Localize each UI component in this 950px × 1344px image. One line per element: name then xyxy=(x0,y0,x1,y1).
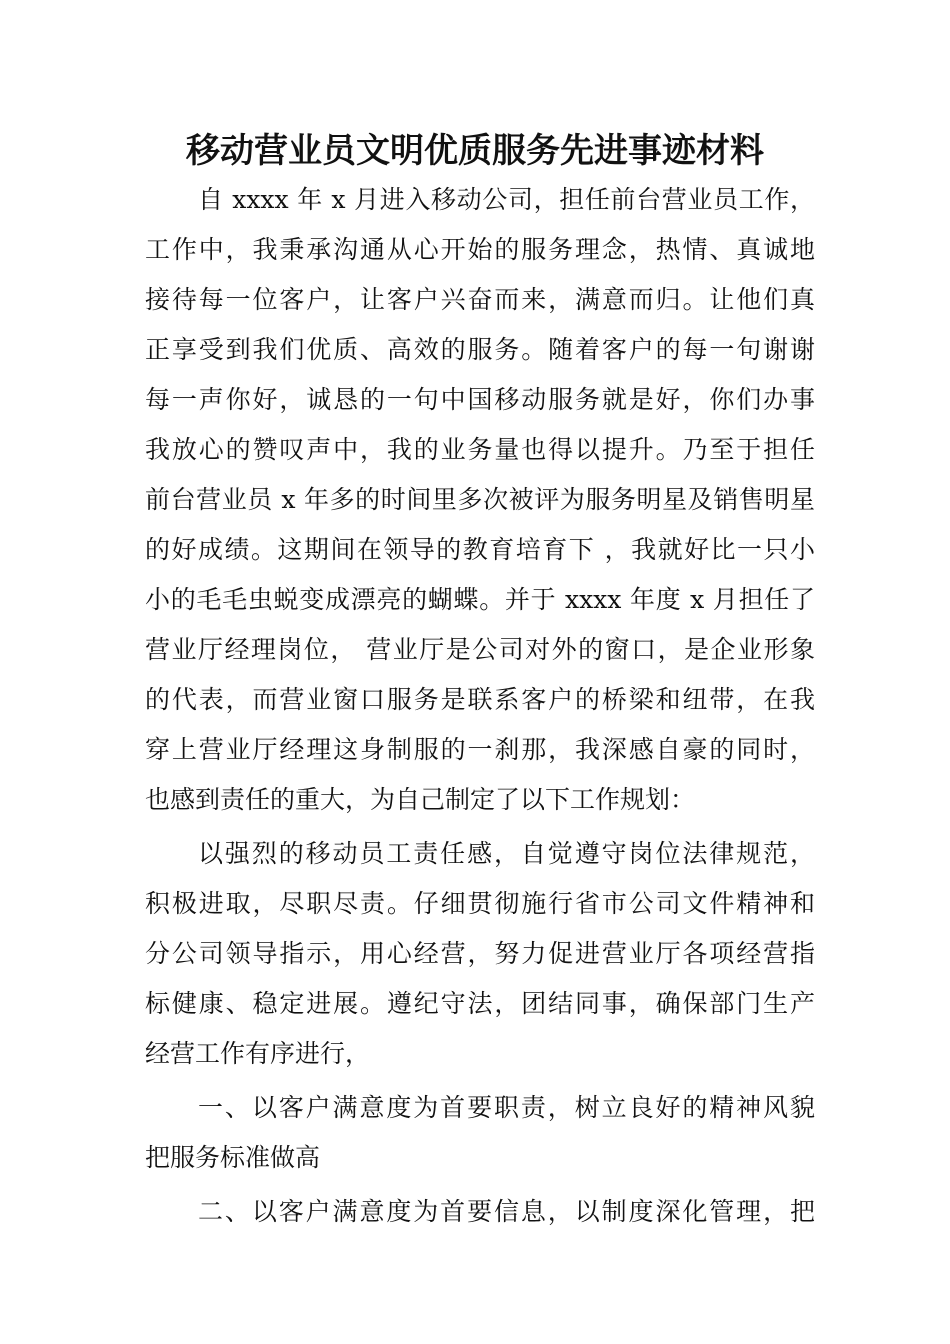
text-line: 分公司领导指示，用心经营，努力促进营业厅各项经营指 xyxy=(145,939,815,968)
text-line: 正享受到我们优质、高效的服务。随着客户的每一句谢谢 xyxy=(145,335,815,364)
text-line: 积极进取，尽职尽责。仔细贯彻施行省市公司文件精神和 xyxy=(145,889,815,918)
text-line: 的代表，而营业窗口服务是联系客户的桥梁和纽带，在我 xyxy=(145,685,815,714)
text-line: 我放心的赞叹声中，我的业务量也得以提升。乃至于担任 xyxy=(145,435,815,464)
text-line: 小的毛毛虫蜕变成漂亮的蝴蝶。并于 xxxx 年度 x 月担任了 xyxy=(145,585,815,614)
text-line: 经营工作有序进行， xyxy=(145,1039,371,1068)
text-line: 把服务标准做高 xyxy=(145,1143,321,1172)
paragraph-4 xyxy=(145,1187,815,1237)
paragraph-3 xyxy=(145,1083,815,1183)
text-line: 标健康、稳定进展。遵纪守法，团结同事，确保部门生产 xyxy=(145,989,815,1018)
document-title: 移动营业员文明优质服务先进事迹材料 xyxy=(186,131,764,171)
text-line: 也感到责任的重大，为自己制定了以下工作规划： xyxy=(145,785,696,814)
paragraph-2 xyxy=(145,829,815,1079)
text-line: 前台营业员 x 年多的时间里多次被评为服务明星及销售明星 xyxy=(145,485,815,514)
text-line: 一、以客户满意度为首要职责，树立良好的精神风貌 xyxy=(198,1093,815,1122)
text-line: 以强烈的移动员工责任感，自觉遵守岗位法律规范， xyxy=(198,839,815,868)
text-line: 的好成绩。这期间在领导的教育培育下 ，我就好比一只小 xyxy=(145,535,815,564)
text-line: 二、以客户满意度为首要信息，以制度深化管理，把 xyxy=(198,1197,815,1226)
text-line: 穿上营业厅经理这身制服的一刹那，我深感自豪的同时， xyxy=(145,735,815,764)
text-line: 工作中，我秉承沟通从心开始的服务理念，热情、真诚地 xyxy=(145,235,815,264)
text-line: 自 xxxx 年 x 月进入移动公司，担任前台营业员工作， xyxy=(198,185,815,214)
paragraph-1 xyxy=(145,175,815,825)
text-line: 每一声你好，诚恳的一句中国移动服务就是好，你们办事 xyxy=(145,385,815,414)
document-body xyxy=(145,175,815,1237)
text-line: 接待每一位客户，让客户兴奋而来，满意而归。让他们真 xyxy=(145,285,815,314)
text-line: 营业厅经理岗位， 营业厅是公司对外的窗口，是企业形象 xyxy=(145,635,815,664)
